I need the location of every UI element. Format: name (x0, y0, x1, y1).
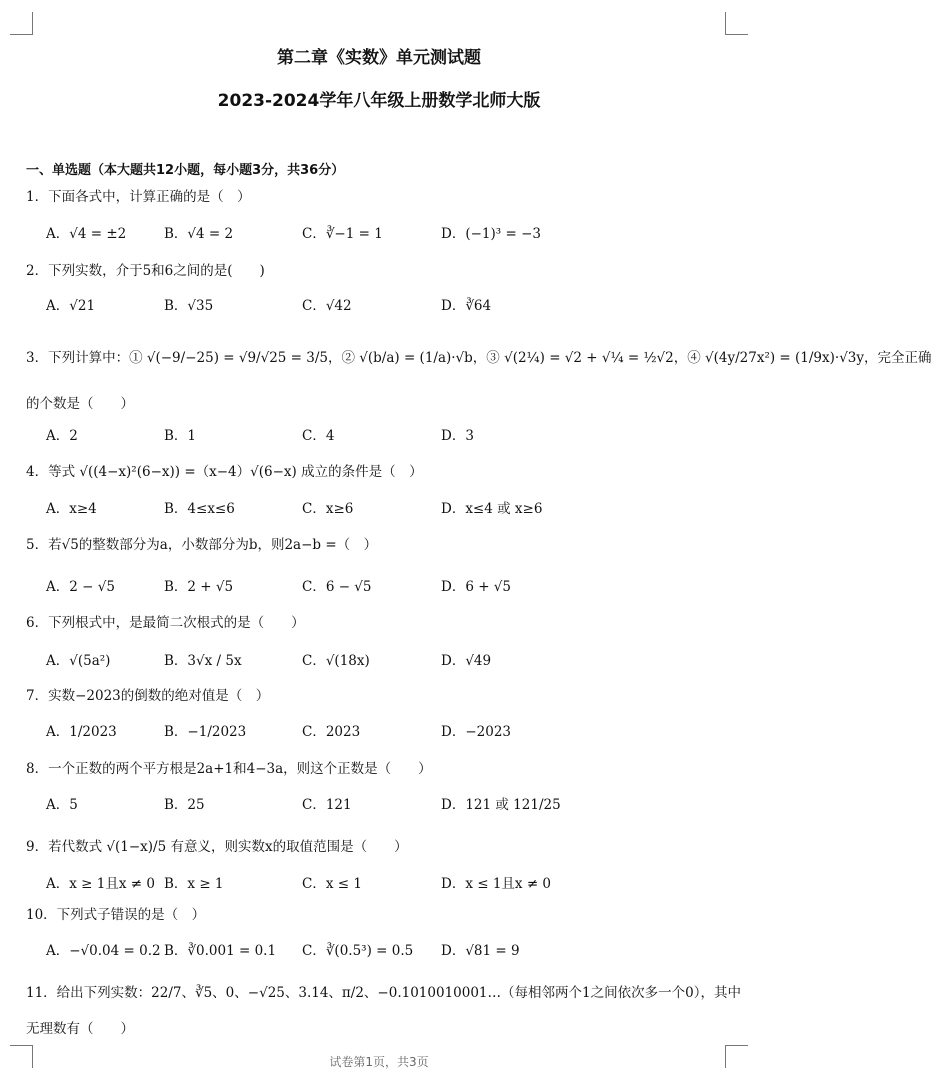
question-10-option-a: A．−√0.04 = 0.2 (46, 943, 161, 959)
question-8-option-b: B．25 (164, 797, 205, 813)
question-4-option-b: B．4≤x≤6 (164, 501, 235, 517)
question-1-option-d: D．(−1)³ = −3 (441, 226, 541, 242)
question-7-option-c: C．2023 (302, 724, 361, 740)
question-7-option-b: B．−1/2023 (164, 724, 247, 740)
page-footer: 试卷第1页，共3页 (329, 1055, 429, 1069)
question-4-stem: 4．等式 √((4−x)²(6−x)) =（x−4）√(6−x) 成立的条件是（ ） (26, 464, 423, 480)
question-5-option-a: A．2 − √5 (46, 579, 115, 595)
section-header: 一、单选题（本大题共12小题，每小题3分，共36分） (26, 163, 345, 178)
question-11-stem: 11．给出下列实数：22/7、∛5、0、−√25、3.14、π/2、−0.1010010001…（每相邻两个1之间依次多一个0），其中 (26, 985, 741, 1001)
question-4-option-d: D．x≤4 或 x≥6 (441, 501, 543, 517)
question-3-option-a: A．2 (46, 428, 78, 444)
question-10-option-b: B．∛0.001 = 0.1 (164, 943, 277, 959)
question-6-stem: 6．下列根式中，是最简二次根式的是（ ） (26, 615, 305, 631)
question-6-option-b: B．3√x / 5x (164, 653, 242, 669)
question-2-option-b: B．√35 (164, 298, 214, 314)
question-5-option-b: B．2 + √5 (164, 579, 234, 595)
crop-mark-top-left (10, 12, 33, 35)
question-6-option-c: C．√(18x) (302, 653, 370, 669)
question-5-stem: 5．若√5的整数部分为a，小数部分为b，则2a−b =（ ） (26, 537, 378, 553)
question-9-option-b: B．x ≥ 1 (164, 876, 224, 892)
question-2-option-a: A．√21 (46, 298, 96, 314)
question-4-option-a: A．x≥4 (46, 501, 97, 517)
question-2-stem: 2．下列实数，介于5和6之间的是( ) (26, 263, 265, 279)
question-3-stem: 3．下列计算中：① √(−9/−25) = √9/√25 = 3/5，② √(b/a) = (1/a)·√b，③ √(2¼) = √2 + √¼ = ½√2，④ √(4y/27x²) = (1/9x)·√3y，完全正确 (26, 350, 932, 366)
question-9-option-a: A．x ≥ 1且x ≠ 0 (46, 876, 155, 892)
question-3-stem-continued: 的个数是（ ） (26, 396, 134, 412)
question-10-option-d: D．√81 = 9 (441, 943, 520, 959)
question-2-option-c: C．√42 (302, 298, 352, 314)
question-10-option-c: C．∛(0.5³) = 0.5 (302, 943, 414, 959)
question-7-option-a: A．1/2023 (46, 724, 117, 740)
question-3-option-c: C．4 (302, 428, 335, 444)
question-1-option-a: A．√4 = ±2 (46, 226, 127, 242)
question-1-stem: 1．下面各式中，计算正确的是（ ） (26, 189, 251, 205)
question-1-option-b: B．√4 = 2 (164, 226, 234, 242)
question-2-option-d: D．∛64 (441, 298, 492, 314)
question-3-option-b: B．1 (164, 428, 197, 444)
question-11-stem-continued: 无理数有（ ） (26, 1021, 134, 1037)
question-8-option-d: D．121 或 121/25 (441, 797, 561, 813)
question-4-option-c: C．x≥6 (302, 501, 354, 517)
question-8-option-c: C．121 (302, 797, 352, 813)
question-9-option-c: C．x ≤ 1 (302, 876, 362, 892)
question-9-option-d: D．x ≤ 1且x ≠ 0 (441, 876, 552, 892)
crop-mark-top-right (725, 12, 748, 35)
question-5-option-d: D．6 + √5 (441, 579, 511, 595)
question-7-option-d: D．−2023 (441, 724, 511, 740)
question-9-stem: 9．若代数式 √(1−x)/5 有意义，则实数x的取值范围是（ ） (26, 839, 408, 855)
question-3-option-d: D．3 (441, 428, 474, 444)
question-6-option-a: A．√(5a²) (46, 653, 111, 669)
page-title: 第二章《实数》单元测试题 (277, 48, 481, 68)
question-5-option-c: C．6 − √5 (302, 579, 372, 595)
question-7-stem: 7．实数−2023的倒数的绝对值是（ ） (26, 688, 270, 704)
question-1-option-c: C．∛−1 = 1 (302, 226, 383, 242)
question-6-option-d: D．√49 (441, 653, 492, 669)
question-8-option-a: A．5 (46, 797, 78, 813)
question-10-stem: 10．下列式子错误的是（ ） (26, 907, 206, 923)
page-subtitle: 2023-2024学年八年级上册数学北师大版 (217, 91, 541, 111)
question-8-stem: 8．一个正数的两个平方根是2a+1和4−3a，则这个正数是（ ） (26, 761, 432, 777)
